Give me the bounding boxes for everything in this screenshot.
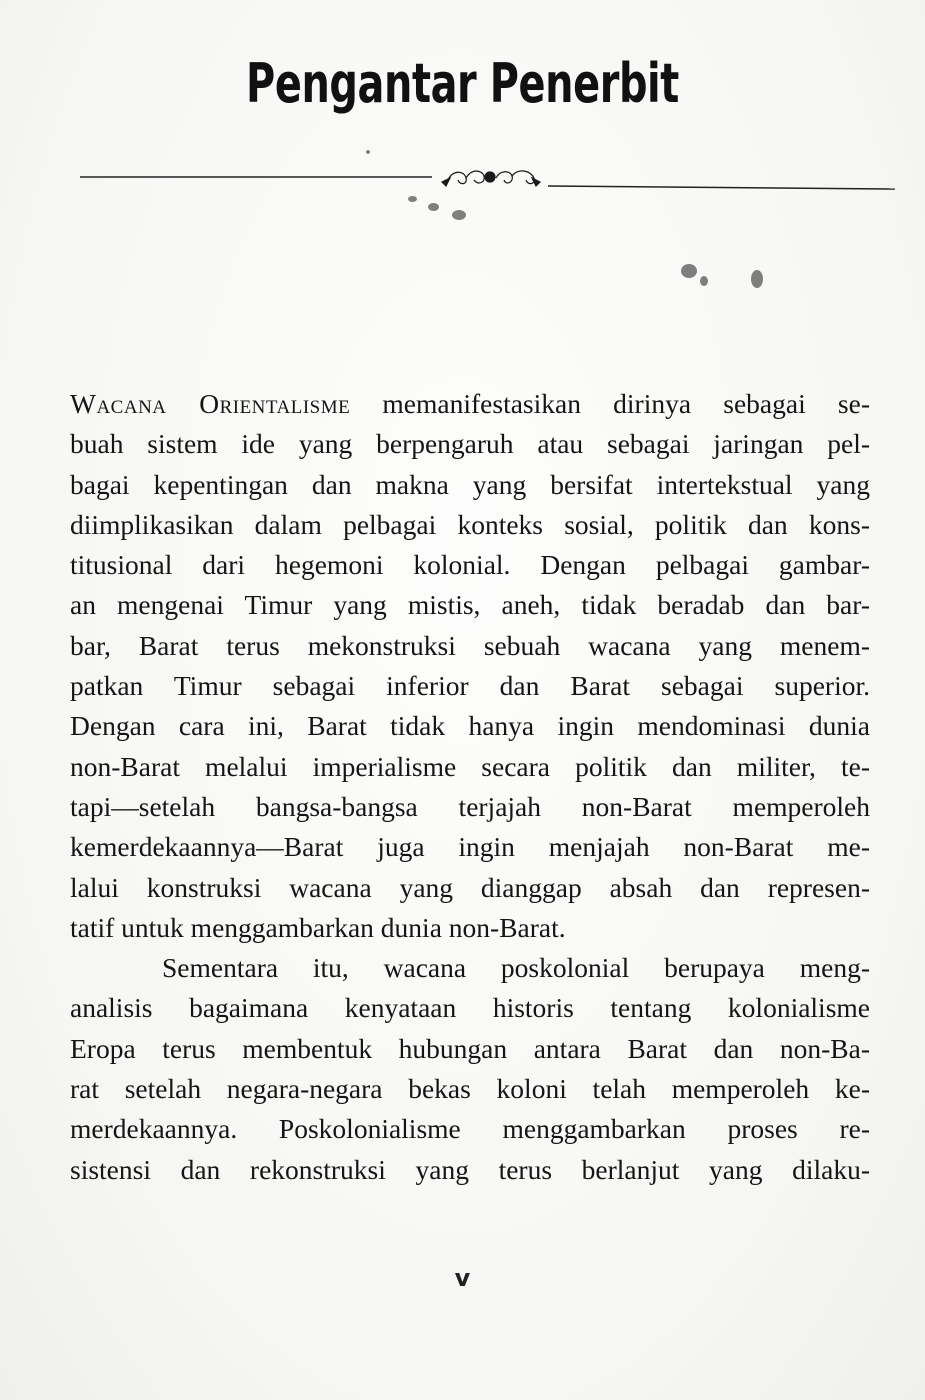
page-title: Pengantar Penerbit [246,52,679,115]
flourish-icon [442,171,540,186]
paper-speck [428,203,439,211]
paragraph-2 [70,948,870,1190]
divider-line-right [548,186,895,189]
text-line: Eropa terus membentuk hubungan antara Barat dan non-Ba- [70,1032,870,1064]
text-line: rat setelah negara-negara bekas koloni telah memperoleh ke- [70,1073,870,1105]
text-line-content: memanifestasikan dirinya sebagai se- [350,388,870,419]
text-line: an mengenai Timur yang mistis, aneh, tidak beradab dan bar- [70,589,870,621]
paper-speck [681,264,697,278]
paper-speck [700,276,708,286]
text-line: diimplikasikan dalam pelbagai konteks sosial, politik dan kons- [70,508,870,540]
text-line: bagai kepentingan dan makna yang bersifat intertekstual yang [70,468,870,500]
text-line: buah sistem ide yang berpengaruh atau sebagai jaringan pel- [70,428,870,460]
text-line: Sementara itu, wacana poskolonial berupaya meng- [162,952,870,984]
text-line: bar, Barat terus mekonstruksi sebuah wacana yang menem- [70,629,870,661]
ornamental-divider [80,160,895,200]
text-line: merdekaannya. Poskolonialisme menggambarkan proses re- [70,1113,870,1145]
text-line: tatif untuk menggambarkan dunia non-Barat. [70,911,566,943]
paper-speck [751,270,763,288]
text-line: patkan Timur sebagai inferior dan Barat sebagai superior. [70,670,870,702]
lead-in: Wacana Orientalisme [70,388,351,419]
text-line: non-Barat melalui imperialisme secara politik dan militer, te- [70,750,870,782]
paper-speck [366,150,370,154]
text-line: tapi—setelah bangsa-bangsa terjajah non-Barat memperoleh [70,790,870,822]
page-number: v [454,1264,471,1292]
body-text [70,384,870,1190]
paper-speck [408,196,417,202]
text-line [70,384,870,424]
paper-speck [452,210,466,220]
text-line: kemerdekaannya—Barat juga ingin menjajah non-Barat me- [70,831,870,863]
text-line: analisis bagaimana kenyataan historis tentang kolonialisme [70,992,870,1024]
paragraph-1 [70,384,870,948]
text-line: sistensi dan rekonstruksi yang terus berlanjut yang dilaku- [70,1153,870,1185]
text-line: lalui konstruksi wacana yang dianggap absah dan represen- [70,871,870,903]
text-line: titusional dari hegemoni kolonial. Dengan pelbagai gambar- [70,549,870,581]
text-line: Dengan cara ini, Barat tidak hanya ingin mendominasi dunia [70,710,870,742]
